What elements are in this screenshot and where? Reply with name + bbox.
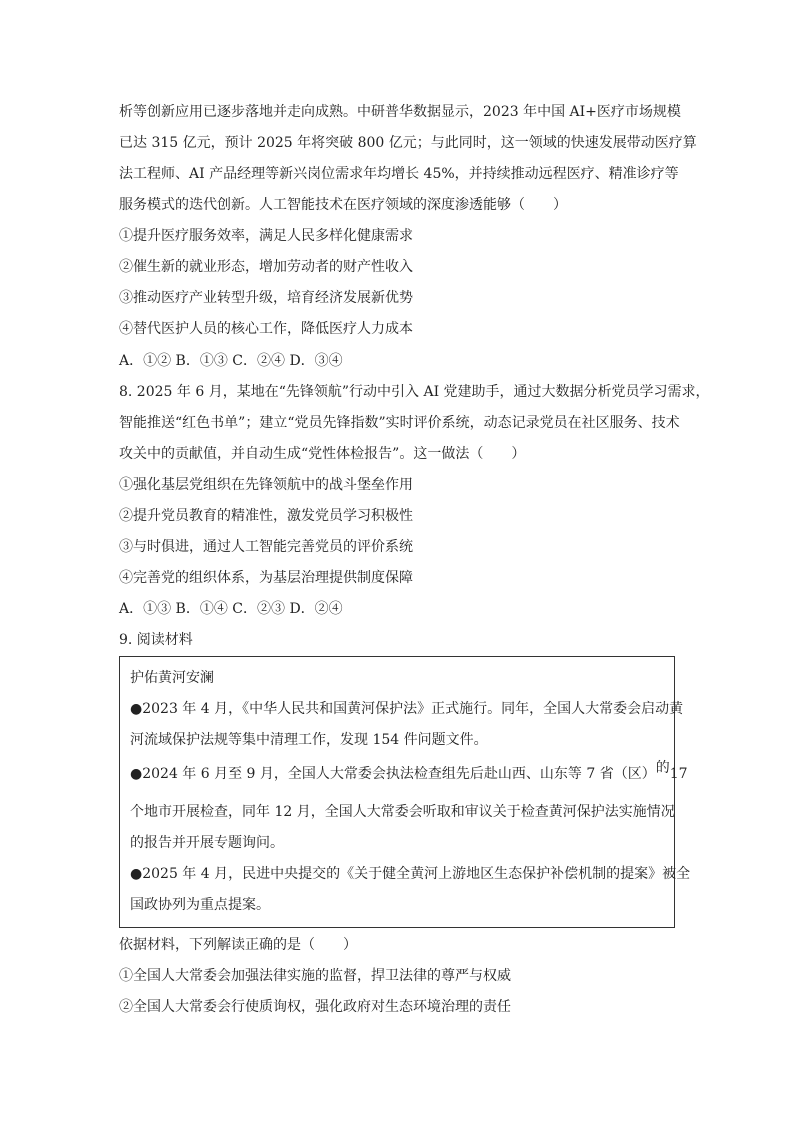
q7-text-line-4: 服务模式的迭代创新。人工智能技术在医疗领域的深度渗透能够（ ） bbox=[119, 197, 567, 213]
material-line-3-de: 的 bbox=[655, 760, 670, 776]
material-line-3-count: 17 bbox=[669, 766, 688, 782]
material-line-7: 国政协列为重点提案。 bbox=[130, 897, 270, 913]
material-title: 护佑黄河安澜 bbox=[130, 670, 214, 686]
q8-text-line-2: 智能推送“红色书单”；建立“党员先锋指数”实时评价系统，动态记录党员在社区服务、技术 bbox=[119, 415, 680, 431]
q7-option-4: ④替代医护人员的核心工作，降低医疗人力成本 bbox=[119, 321, 413, 337]
material-box bbox=[119, 656, 691, 928]
q9-heading: 9. 阅读材料 bbox=[119, 632, 193, 648]
material-line-6: ●2025 年 4 月，民进中央提交的《关于健全黄河上游地区生态保护补偿机制的提案》被全 bbox=[130, 866, 691, 882]
q9-option-1: ①全国人大常委会加强法律实施的监督，捍卫法律的尊严与权威 bbox=[119, 968, 511, 984]
q7-text-line-1: 析等创新应用已逐步落地并走向成熟。中研普华数据显示，2023 年中国 AI+医疗市场规模 bbox=[119, 104, 681, 120]
material-line-2: 河流域保护法规等集中清理工作，发现 154 件问题文件。 bbox=[130, 732, 488, 748]
q8-choices: A．①③ B．①④ C．②③ D．②④ bbox=[119, 601, 343, 617]
material-line-1: ●2023 年 4 月，《中华人民共和国黄河保护法》正式施行。同年，全国人大常委会启动黄 bbox=[130, 701, 684, 717]
q8-text-line-3: 攻关中的贡献值，并自动生成“党性体检报告”。这一做法（ ） bbox=[119, 446, 526, 462]
q7-option-2: ②催生新的就业形态，增加劳动者的财产性收入 bbox=[119, 259, 413, 275]
q9-option-2: ②全国人大常委会行使质询权，强化政府对生态环境治理的责任 bbox=[119, 999, 511, 1015]
material-line-4: 个地市开展检查，同年 12 月，全国人大常委会听取和审议关于检查黄河保护法实施情况 bbox=[130, 804, 675, 820]
q8-option-2: ②提升党员教育的精准性，激发党员学习积极性 bbox=[119, 508, 413, 524]
q8-option-4: ④完善党的组织体系，为基层治理提供制度保障 bbox=[119, 570, 413, 586]
material-line-3-text: ●2024 年 6 月至 9 月，全国人大常委会执法检查组先后赴山西、山东等 7 省（区） bbox=[130, 766, 656, 782]
material-line-3 bbox=[130, 760, 688, 784]
q7-choices: A．①② B．①③ C．②④ D．③④ bbox=[119, 353, 343, 369]
q8-option-1: ①强化基层党组织在先锋领航中的战斗堡垒作用 bbox=[119, 477, 413, 493]
q7-option-3: ③推动医疗产业转型升级，培育经济发展新优势 bbox=[119, 290, 413, 306]
q7-text-line-2: 已达 315 亿元，预计 2025 年将突破 800 亿元；与此同时，这一领域的快速发展带动医疗算 bbox=[119, 135, 697, 151]
q8-option-3: ③与时俱进，通过人工智能完善党员的评价系统 bbox=[119, 539, 413, 555]
q7-text-line-3: 法工程师、AI 产品经理等新兴岗位需求年均增长 45%，并持续推动远程医疗、精准诊疗等 bbox=[119, 166, 679, 182]
material-line-5: 的报告并开展专题询问。 bbox=[130, 835, 284, 851]
q8-text-line-1: 8. 2025 年 6 月，某地在“先锋领航”行动中引入 AI 党建助手，通过大数据分析党员学习需求， bbox=[119, 384, 710, 400]
q9-prompt: 依据材料，下列解读正确的是（ ） bbox=[119, 937, 357, 953]
q7-option-1: ①提升医疗服务效率，满足人民多样化健康需求 bbox=[119, 228, 413, 244]
